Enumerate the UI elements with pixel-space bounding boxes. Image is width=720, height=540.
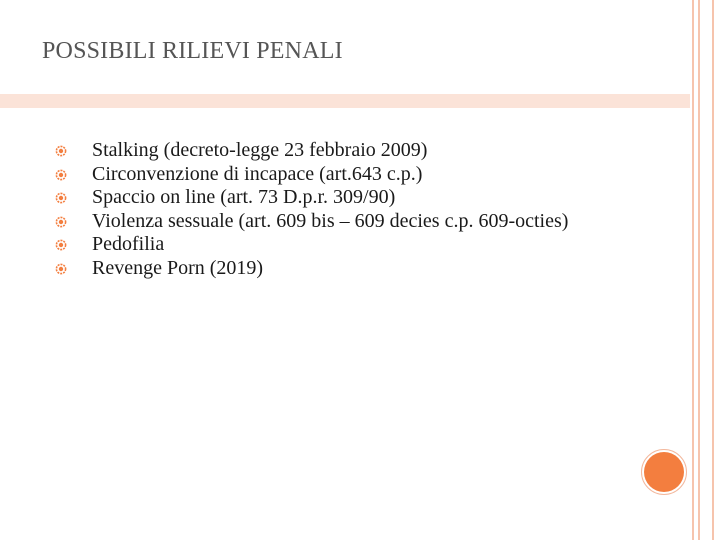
gear-icon [55, 263, 67, 275]
decor-line [698, 0, 700, 540]
list-item [55, 186, 615, 210]
bullet-text: Pedofilia [92, 233, 165, 255]
bullet-text: Stalking (decreto-legge 23 febbraio 2009) [92, 139, 428, 161]
bullet-text: Circonvenzione di incapace (art.643 c.p.) [92, 162, 423, 185]
bullet-text: Revenge Porn (2019) [92, 256, 264, 279]
title-band [0, 94, 690, 108]
list-item [55, 139, 615, 163]
decor-line [692, 0, 694, 540]
bullet-list [55, 139, 615, 280]
gear-icon [55, 239, 67, 251]
list-item [55, 163, 615, 187]
gear-icon [55, 216, 67, 228]
decor-line [712, 0, 714, 540]
bullet-text: Violenza sessuale (art. 609 bis – 609 decies c.p. 609-octies) [92, 209, 569, 232]
gear-icon [55, 145, 67, 157]
gear-icon [55, 169, 67, 181]
list-item [55, 257, 615, 281]
gear-icon [55, 192, 67, 204]
slide-title: POSSIBILI RILIEVI PENALI [42, 38, 343, 64]
list-item [55, 233, 615, 257]
list-item [55, 210, 615, 234]
bullet-text: Spaccio on line (art. 73 D.p.r. 309/90) [92, 186, 396, 208]
decor-circle [644, 452, 684, 492]
